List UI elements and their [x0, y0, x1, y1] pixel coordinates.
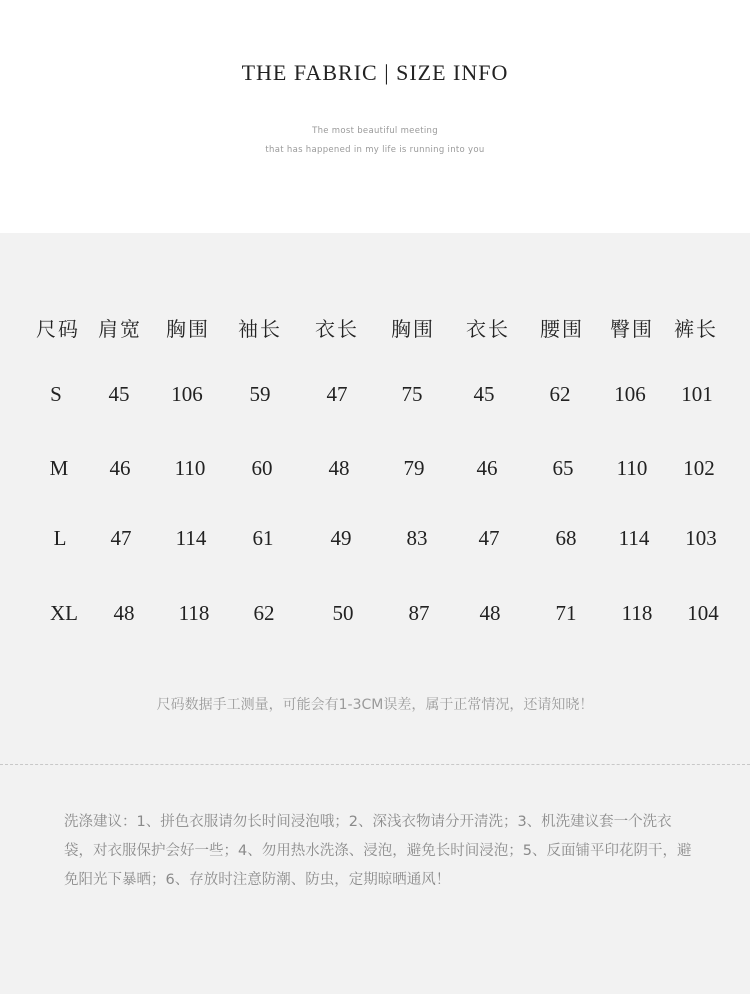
dashed-divider — [0, 764, 750, 765]
table-cell: L — [53, 526, 67, 550]
table-cell: 47 — [326, 382, 348, 406]
table-cell: 75 — [401, 382, 423, 406]
table-cell: 60 — [251, 456, 273, 480]
table-cell: 101 — [681, 382, 713, 406]
table-cell: 110 — [616, 456, 648, 480]
table-cell: M — [49, 456, 69, 480]
column-header-chest: 胸围 — [166, 317, 210, 341]
table-cell: 114 — [175, 526, 207, 550]
table-cell: 47 — [478, 526, 500, 550]
table-cell: 61 — [252, 526, 274, 550]
table-cell: 106 — [614, 382, 646, 406]
subtitle-line-1: The most beautiful meeting — [312, 126, 438, 136]
table-cell: 48 — [479, 601, 501, 625]
table-cell: 102 — [683, 456, 715, 480]
column-header-waist: 腰围 — [540, 317, 584, 341]
washing-instructions: 洗涤建议：1、拼色衣服请勿长时间浸泡哦；2、深浅衣物请分开清洗；3、机洗建议套一个洗衣袋，对衣服保护会好一些；4、勿用热水洗涤、浸泡，避免长时间浸泡；5、反面铺平印花阴干，避免阳光下暴晒；6、存放时注意防潮、防虫，定期晾晒通风！ — [64, 814, 692, 888]
table-cell: 65 — [552, 456, 574, 480]
column-header-pants-length: 裤长 — [674, 317, 718, 341]
table-cell: 114 — [618, 526, 650, 550]
table-cell: 118 — [178, 601, 210, 625]
table-cell: 46 — [109, 456, 131, 480]
page-title: THE FABRIC | SIZE INFO — [241, 60, 509, 85]
subtitle-line-2: that has happened in my life is running into you — [265, 145, 485, 155]
table-cell: 79 — [403, 456, 425, 480]
table-cell: 118 — [621, 601, 653, 625]
table-cell: XL — [50, 601, 78, 625]
table-cell: 62 — [253, 601, 275, 625]
table-cell: 59 — [249, 382, 271, 406]
table-cell: 50 — [332, 601, 354, 625]
table-cell: 110 — [174, 456, 206, 480]
table-cell: 47 — [110, 526, 132, 550]
column-header-hip: 臀围 — [610, 317, 654, 341]
measurement-note: 尺码数据手工测量，可能会有1-3CM误差，属于正常情况，还请知晓！ — [156, 697, 594, 713]
column-header-size: 尺码 — [36, 317, 80, 341]
column-header-length-2: 衣长 — [466, 317, 510, 341]
table-cell: 46 — [476, 456, 498, 480]
table-cell: 104 — [687, 601, 719, 625]
table-cell: 103 — [685, 526, 717, 550]
column-header-length: 衣长 — [315, 317, 359, 341]
table-cell: 106 — [171, 382, 203, 406]
column-header-chest-2: 胸围 — [391, 317, 435, 341]
table-cell: 83 — [406, 526, 428, 550]
table-cell: 87 — [408, 601, 430, 625]
column-header-shoulder: 肩宽 — [98, 317, 142, 341]
table-cell: 62 — [549, 382, 571, 406]
table-cell: 45 — [473, 382, 495, 406]
column-header-sleeve: 袖长 — [238, 317, 282, 341]
table-cell: 48 — [113, 601, 135, 625]
table-cell: 45 — [108, 382, 130, 406]
table-cell: 48 — [328, 456, 350, 480]
table-cell: S — [50, 382, 62, 406]
table-cell: 49 — [330, 526, 352, 550]
table-cell: 68 — [555, 526, 577, 550]
table-cell: 71 — [555, 601, 577, 625]
